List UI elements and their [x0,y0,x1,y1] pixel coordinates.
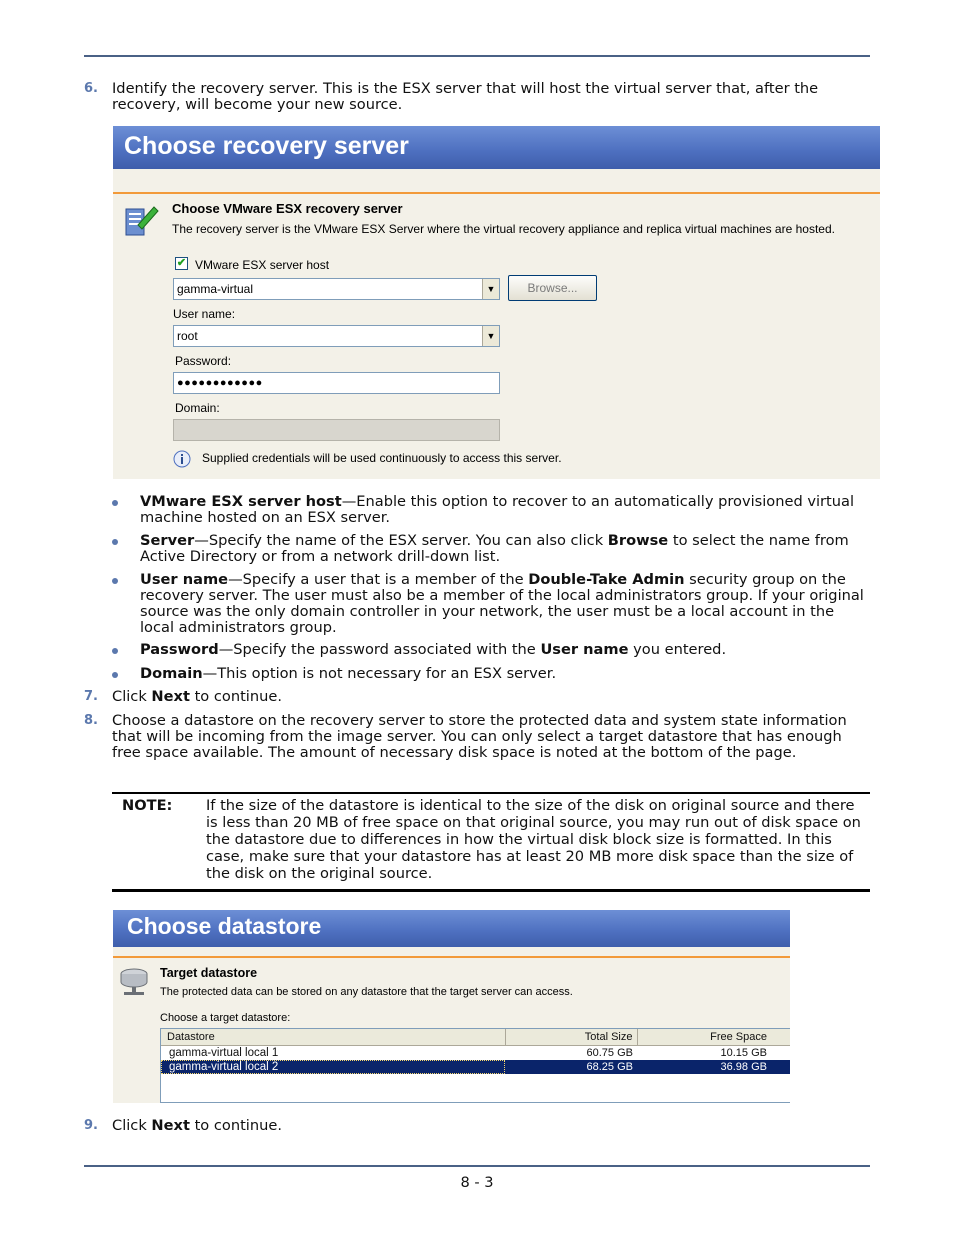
total-size: 68.25 GB [586,1061,633,1073]
list-label: Choose a target datastore: [160,1012,291,1024]
list-item [112,533,872,565]
note-label: NOTE: [122,797,173,814]
step-number: 7. [84,689,98,704]
chevron-down-icon[interactable]: ▼ [482,326,499,346]
description: to select the name from Active Directory or from a network drill-down list. [140,532,849,565]
description: —This option is not necessary for an ESX server. [202,665,557,682]
column-header[interactable]: Free Space [637,1029,790,1046]
bullet-dot [112,500,118,506]
page-number: 8 - 3 [460,1174,494,1191]
note-text: If the size of the datastore is identical to the size of the disk on original source and there is less than 20 MB of free space on that original source, you may run out of disk space on the datastore due to differences in how the virtual disk block size is formatted. In this case, make sure that your datastore has at least 20 MB more disk space than the size of the disk on the original source. [206,797,861,882]
server-select[interactable] [173,278,500,300]
step-keyword: Next [151,688,190,705]
step-8 [84,713,874,761]
step-number: 9. [84,1118,98,1133]
step-text: Click [112,1117,152,1134]
datastore-list [160,1028,790,1103]
free-space: 36.98 GB [720,1061,767,1073]
list-item [112,642,872,658]
section-header: Target datastore [160,966,258,980]
description: —Specify the password associated with the [218,641,541,658]
term: VMware ESX server host [140,493,342,510]
password-label: Password: [175,354,232,368]
username-label: User name: [173,307,236,321]
step-text: to continue. [189,688,282,705]
table-row[interactable] [161,1046,790,1061]
chevron-down-icon[interactable]: ▼ [482,279,499,299]
column-header[interactable]: Datastore [161,1029,505,1046]
step-7 [84,689,874,705]
term: Browse [607,532,669,549]
bullet-dot [112,578,118,584]
dialog-title: Choose recovery server [124,132,409,160]
total-size: 60.75 GB [586,1047,633,1059]
datastore-name: gamma-virtual local 1 [169,1047,279,1059]
term: User name [140,571,229,588]
step-6 [84,81,874,113]
list-item [112,666,872,682]
server-value: gamma-virtual [177,282,254,296]
term: User name [540,641,629,658]
datastore-dialog [113,910,790,1103]
server-icon [124,203,160,239]
section-subtitle: The recovery server is the VMware ESX Server where the virtual recovery appliance and replica virtual machines are hosted. [172,222,835,236]
description: —Specify a user that is a member of the [228,571,529,588]
datastore-name: gamma-virtual local 2 [161,1060,505,1074]
browse-button[interactable]: Browse... [508,275,597,301]
step-text: to continue. [189,1117,282,1134]
free-space: 10.15 GB [720,1047,767,1059]
step-9 [84,1118,874,1134]
step-text: Choose a datastore on the recovery server to store the protected data and system state information that will be incoming from the image server. You can only select a target datastore that has enough free space available. The amount of necessary disk space is noted at the bottom of the page. [112,712,847,761]
description: you entered. [628,641,727,658]
esx-host-label: VMware ESX server host [195,258,330,272]
note-box [112,792,870,892]
top-rule [84,55,870,57]
recovery-server-dialog [113,126,880,479]
description: security group on the recovery server. The user must also be a member of the local administrators group. If your original source was the only domain controller in your network, the user must be a local account in the local administrators group. [140,571,864,636]
username-select[interactable] [173,325,500,347]
info-icon [173,450,191,468]
step-number: 8. [84,713,98,728]
datastore-icon [118,966,150,996]
term: Domain [140,665,203,682]
dialog-title-bar [113,126,880,169]
section-subtitle: The protected data can be stored on any datastore that the target server can access. [160,986,573,998]
bottom-rule [84,1165,870,1167]
datastore-table [161,1029,790,1074]
dialog-title-bar [113,910,790,947]
term: Password [140,641,219,658]
orange-divider [113,956,790,958]
orange-divider [113,192,880,194]
bullet-dot [112,539,118,545]
dialog-title: Choose datastore [127,913,322,939]
list-item [112,494,872,526]
bullet-dot [112,672,118,678]
term: Server [140,532,195,549]
table-row-selected[interactable] [161,1060,790,1074]
domain-field[interactable] [173,419,500,441]
username-value: root [177,329,198,343]
list-item [112,572,872,636]
description: —Enable this option to recover to an automatically provisioned virtual machine hosted on an ESX server. [140,493,855,526]
step-text: Identify the recovery server. This is the ESX server that will host the virtual server that, after the recovery, will become your new source. [112,80,819,113]
step-keyword: Next [151,1117,190,1134]
bullet-dot [112,648,118,654]
domain-label: Domain: [175,401,220,415]
step-number: 6. [84,81,98,96]
description: —Specify the name of the ESX server. You can also click [194,532,608,549]
esx-host-checkbox[interactable]: ✔ [176,257,187,269]
step-text: Click [112,688,152,705]
password-field[interactable]: ●●●●●●●●●●●● [173,372,500,394]
section-header: Choose VMware ESX recovery server [172,201,403,216]
info-text: Supplied credentials will be used continuously to access this server. [202,451,562,465]
column-header[interactable]: Total Size [505,1029,637,1046]
term: Double-Take Admin [528,571,685,588]
